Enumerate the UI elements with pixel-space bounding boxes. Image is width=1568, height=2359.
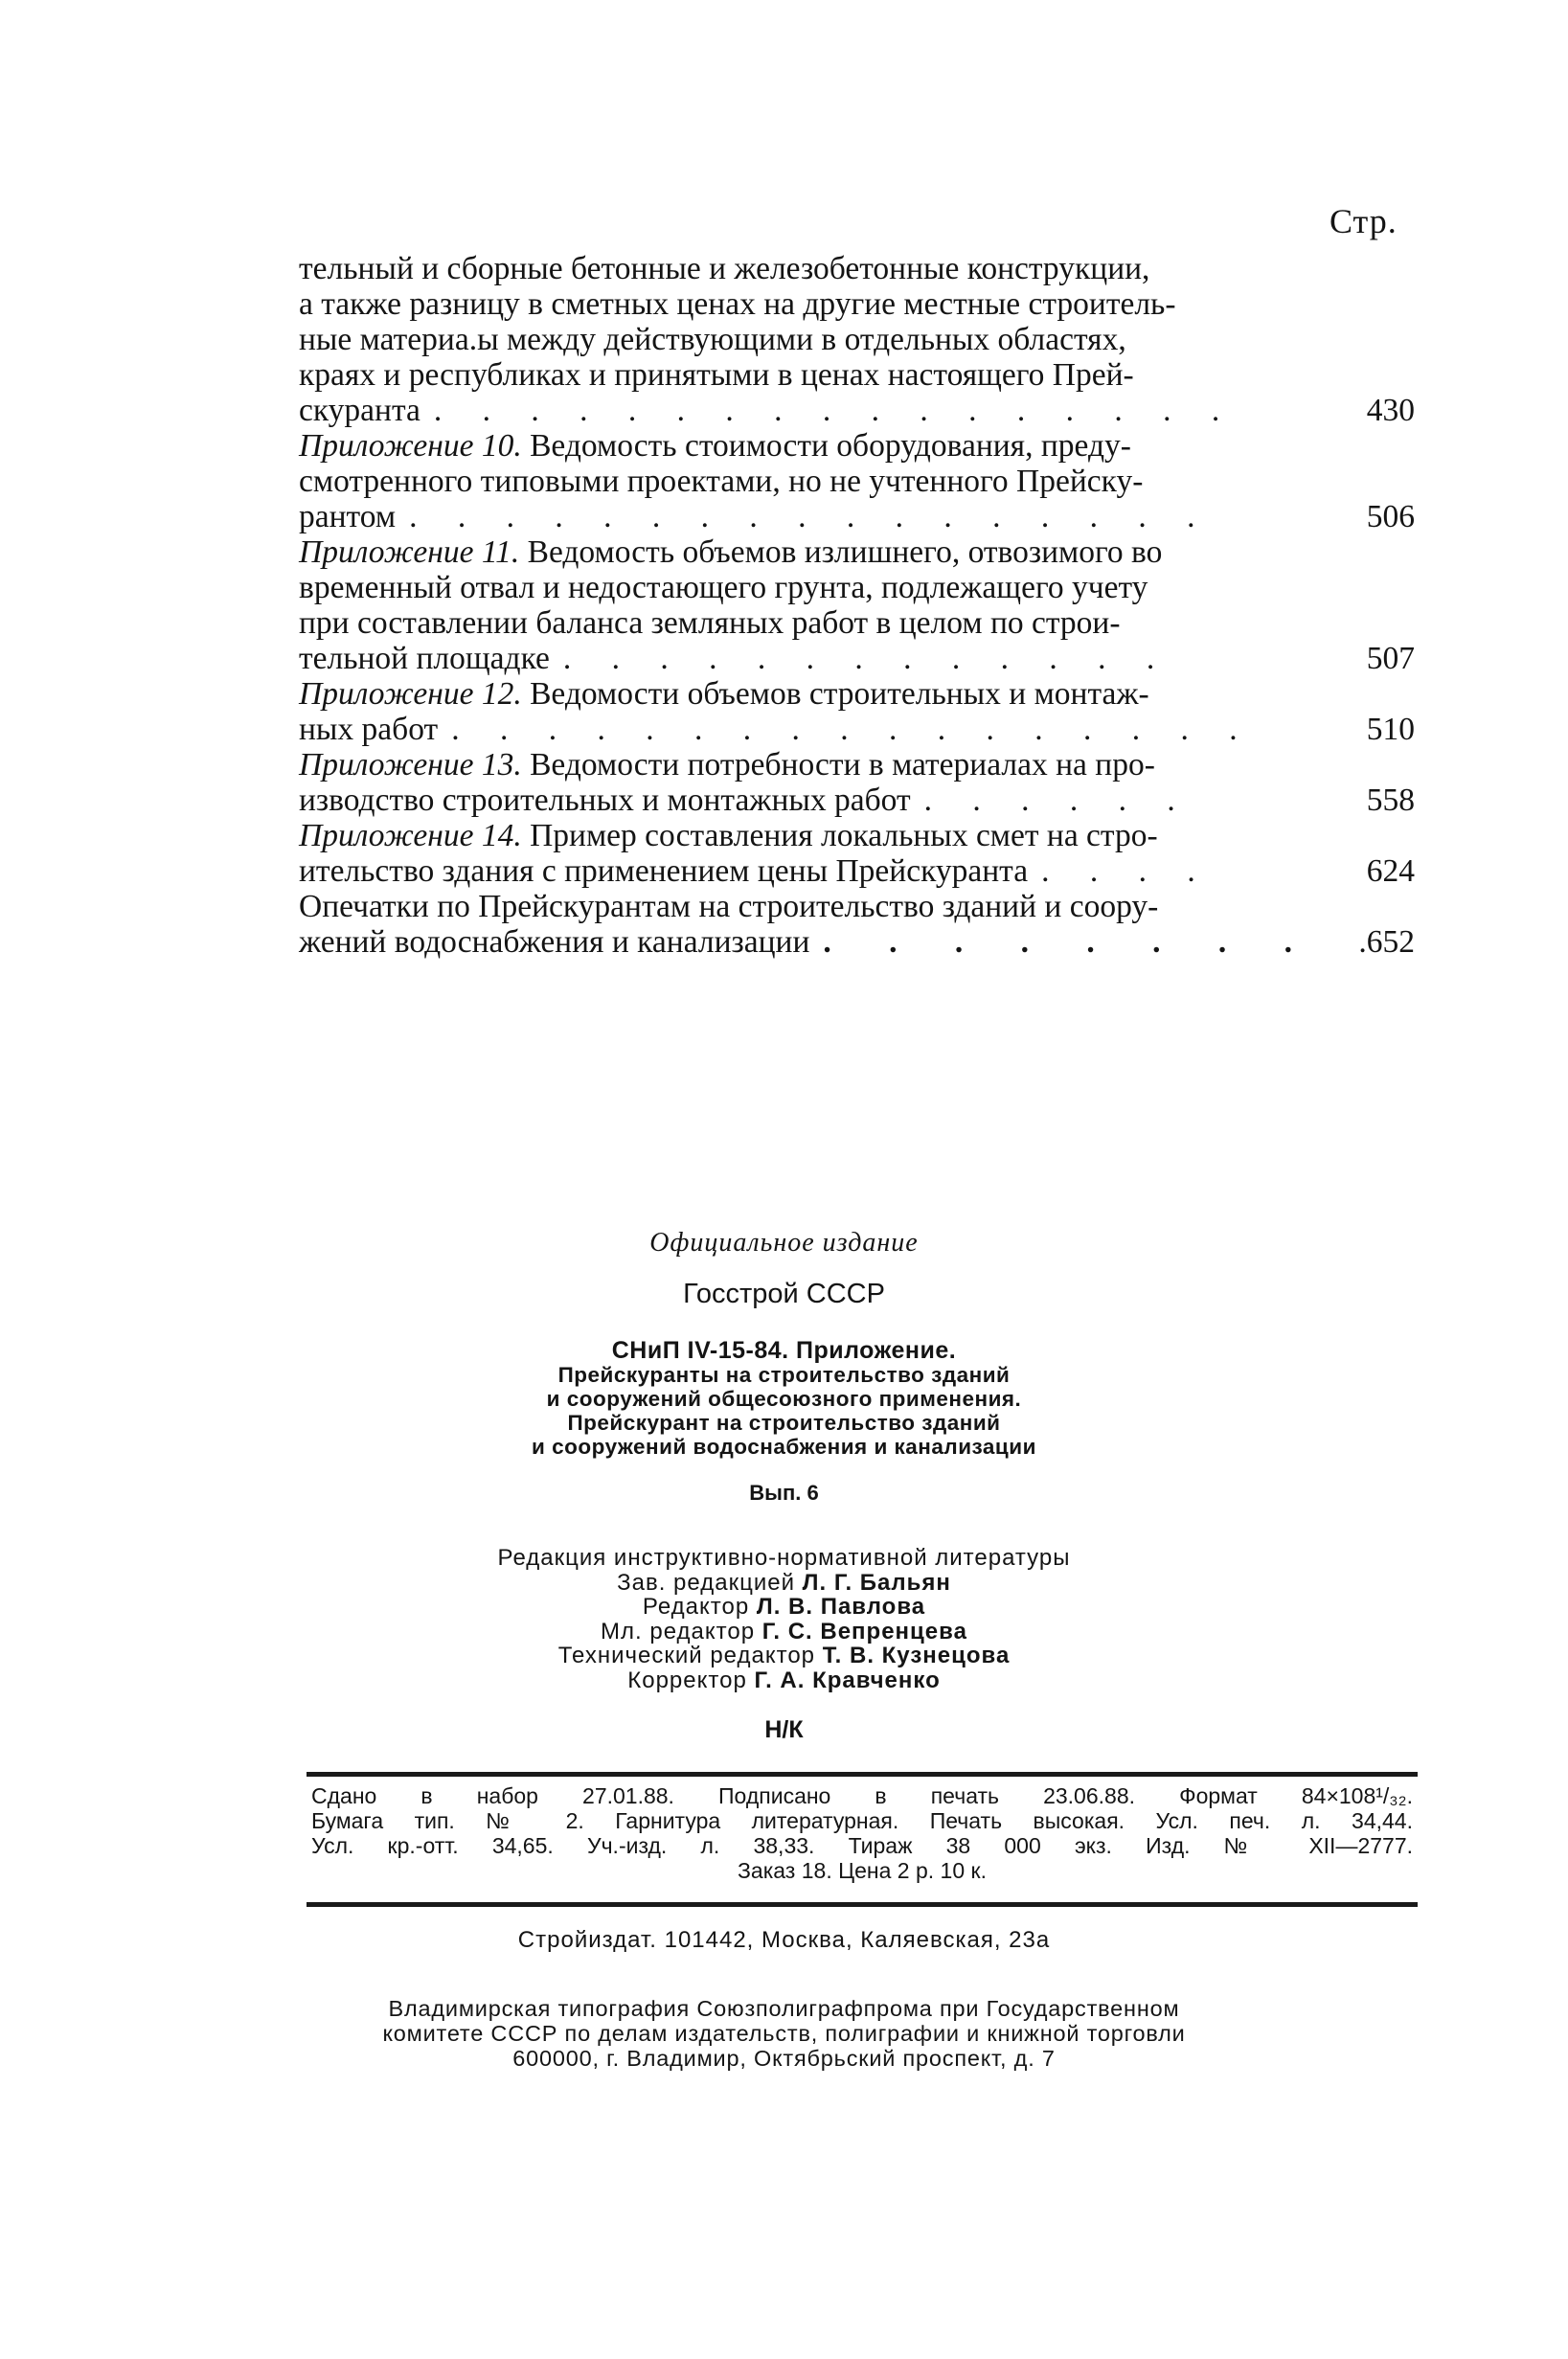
toc-line: тельный и сборные бетонные и железобетонные конструкции, <box>299 251 1150 286</box>
dot-leader: . . . . . . . . <box>823 924 1318 960</box>
toc-line: смотренного типовыми проектами, но не учтенного Прейску- <box>299 464 1144 499</box>
staff-line: Зав. редакцией Л. Г. Бальян <box>617 1569 951 1596</box>
toc-page-number: 430 <box>1366 393 1415 428</box>
toc-line-last: скуранта . . . . . . . . . . . . . . . . . 430 <box>299 393 1415 428</box>
toc-page-number: 510 <box>1366 712 1415 747</box>
dot-leader: . . . . . . . . . . . . . . . . . <box>451 712 1254 747</box>
dot-leader: . . . . <box>1041 853 1212 889</box>
toc-line-last: изводство строительных и монтажных работ . . . . . . 558 <box>299 783 1415 818</box>
nk-mark: Н/К <box>764 1716 804 1743</box>
toc-page-number: .652 <box>1358 924 1415 960</box>
staff-line: Редактор Л. В. Павлова <box>642 1594 926 1620</box>
document-title <box>0 1339 1568 1459</box>
toc-line: Приложение 14. Пример составления локальных смет на стро- <box>299 818 1158 853</box>
appendix-label: Приложение 14. <box>299 818 522 853</box>
toc-line: а также разницу в сметных ценах на другие местные строитель- <box>299 286 1176 322</box>
publisher-address: Стройиздат. 101442, Москва, Каляевская, 23а <box>517 1927 1051 1953</box>
title-line: Прейскурант на строительство зданий <box>567 1411 1001 1435</box>
toc-page-number: 507 <box>1366 641 1415 676</box>
toc-line: Приложение 12. Ведомости объемов строительных и монтаж- <box>299 676 1149 712</box>
print-detail-line: Сдано в набор 27.01.88. Подписано в печать 23.06.88. Формат 84×108¹/₃₂. <box>311 1783 1413 1808</box>
typography-info <box>0 1996 1568 2071</box>
divider <box>307 1772 1418 1777</box>
toc-entry <box>299 534 1415 676</box>
appendix-label: Приложение 10. <box>299 428 522 464</box>
issue-number: Вып. 6 <box>749 1481 819 1505</box>
toc-line: Приложение 10. Ведомость стоимости оборудования, преду- <box>299 428 1131 464</box>
official-edition-label: Официальное издание <box>649 1228 919 1258</box>
staff-line: Мл. редактор Г. С. Вепренцева <box>601 1618 967 1644</box>
toc-line: Опечатки по Прейскурантам на строительство зданий и соору- <box>299 889 1159 924</box>
toc-page-number: 624 <box>1366 853 1415 889</box>
print-detail-line: Заказ 18. Цена 2 р. 10 к. <box>738 1858 987 1883</box>
toc-line: краях и республиках и принятыми в ценах настоящего Прей- <box>299 357 1134 393</box>
divider <box>307 1902 1418 1907</box>
dot-leader: . . . . . . . . . . . . . <box>562 641 1171 676</box>
table-of-contents <box>299 251 1415 960</box>
typography-line: Владимирская типография Союзполиграфпрома при Государственном <box>388 1996 1180 2021</box>
toc-page-number: 506 <box>1366 499 1415 534</box>
dot-leader: . . . . . . . . . . . . . . . . . <box>409 499 1212 534</box>
toc-line-last: тельной площадке . . . . . . . . . . . . . 507 <box>299 641 1415 676</box>
page-column-header: Стр. <box>1329 202 1398 240</box>
print-details <box>311 1783 1413 1883</box>
dot-leader: . . . . . . <box>923 783 1192 818</box>
toc-line: при составлении баланса земляных работ в целом по строи- <box>299 605 1121 641</box>
toc-entry <box>299 428 1415 534</box>
toc-line-last: рантом . . . . . . . . . . . . . . . . . 506 <box>299 499 1415 534</box>
title-line: Прейскуранты на строительство зданий <box>557 1363 1011 1387</box>
toc-line: ные материа.ы между действующими в отдельных областях, <box>299 322 1126 357</box>
title-line: СНиП IV-15-84. Приложение. <box>611 1337 957 1364</box>
title-line: и сооружений общесоюзного применения. <box>546 1387 1022 1411</box>
appendix-label: Приложение 13. <box>299 747 522 783</box>
toc-line-last: ных работ . . . . . . . . . . . . . . . . . 510 <box>299 712 1415 747</box>
staff-line: Корректор Г. А. Кравченко <box>627 1667 941 1693</box>
title-line: и сооружений водоснабжения и канализации <box>532 1435 1036 1459</box>
print-detail-line: Усл. кр.-отт. 34,65. Уч.-изд. л. 38,33. Тираж 38 000 экз. Изд. № XII—2777. <box>311 1833 1413 1858</box>
appendix-label: Приложение 11. <box>299 534 520 570</box>
toc-page-number: 558 <box>1366 783 1415 818</box>
toc-line: Приложение 13. Ведомости потребности в материалах на про- <box>299 747 1155 783</box>
toc-entry <box>299 251 1415 428</box>
toc-entry <box>299 889 1415 960</box>
toc-line: временный отвал и недостающего грунта, подлежащего учету <box>299 570 1148 605</box>
appendix-label: Приложение 12. <box>299 676 522 712</box>
toc-entry <box>299 676 1415 747</box>
toc-line-last: ительство здания с применением цены Прейскуранта . . . . 624 <box>299 853 1415 889</box>
print-detail-line: Бумага тип. № 2. Гарнитура литературная. Печать высокая. Усл. печ. л. 34,44. <box>311 1808 1413 1833</box>
toc-line-last: жений водоснабжения и канализации . . . . . . . . .652 <box>299 924 1415 960</box>
toc-entry <box>299 818 1415 889</box>
publisher-org: Госстрой СССР <box>683 1279 885 1309</box>
staff-line: Технический редактор Т. В. Кузнецова <box>557 1643 1011 1668</box>
toc-entry <box>299 747 1415 818</box>
typography-line: 600000, г. Владимир, Октябрьский проспект, д. 7 <box>512 2046 1056 2071</box>
typography-line: комитете СССР по делам издательств, полиграфии и книжной торговли <box>382 2021 1186 2046</box>
editorial-office: Редакция инструктивно-нормативной литературы <box>497 1545 1071 1571</box>
dot-leader: . . . . . . . . . . . . . . . . . <box>433 393 1237 428</box>
editorial-staff <box>0 1546 1568 1692</box>
toc-line: Приложение 11. Ведомость объемов излишнего, отвозимого во <box>299 534 1163 570</box>
